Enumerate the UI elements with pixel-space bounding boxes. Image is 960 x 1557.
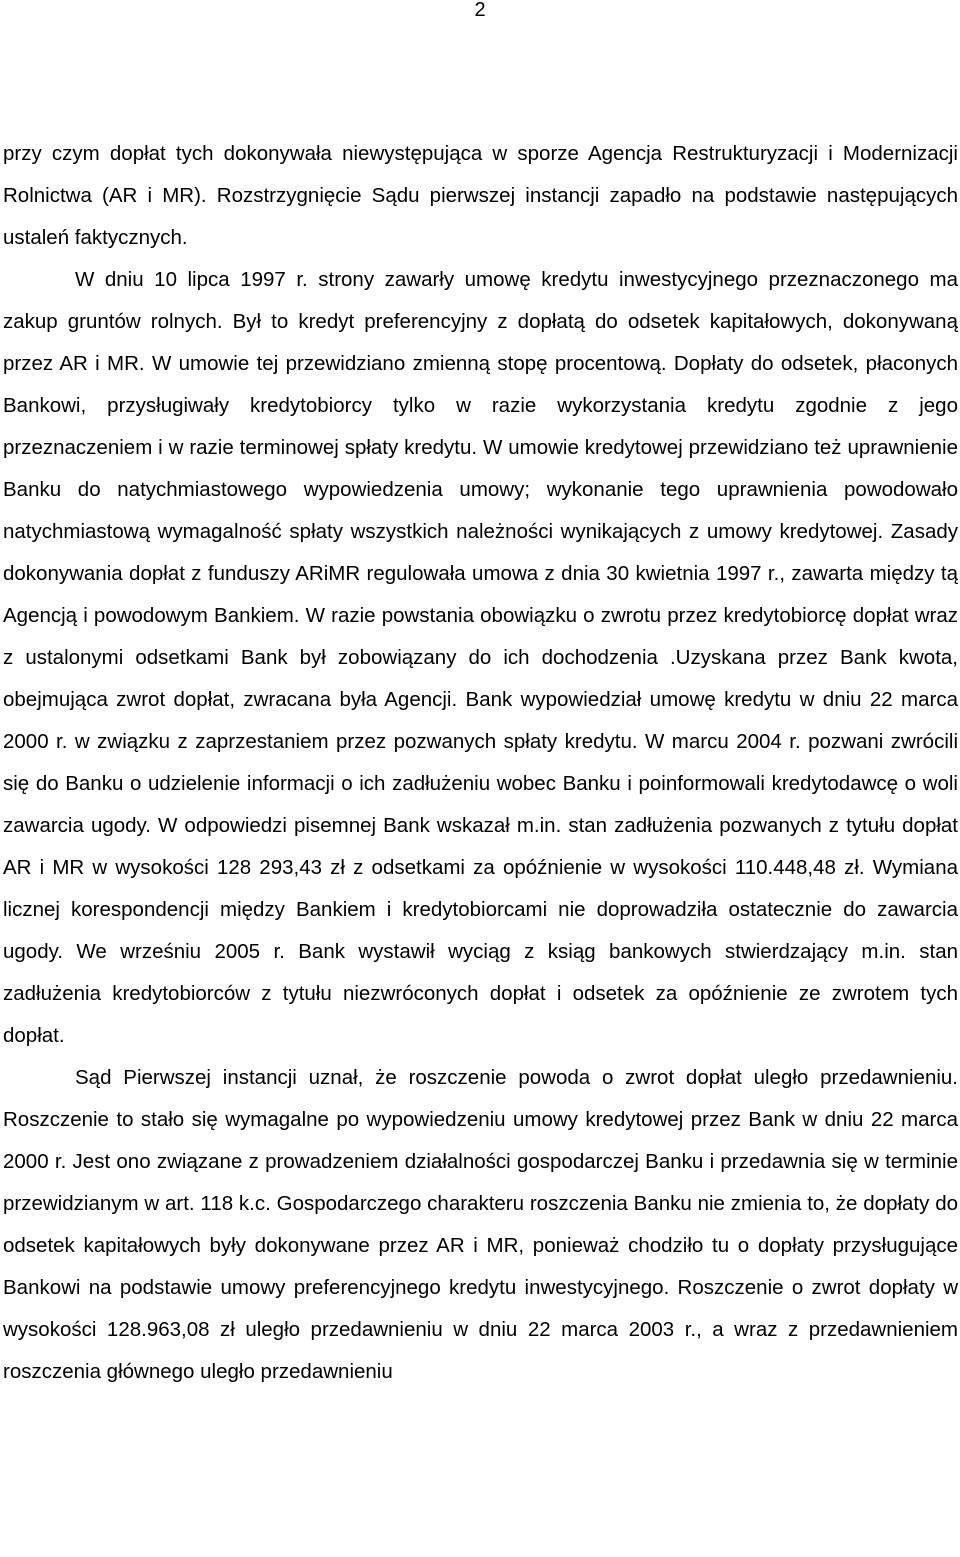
page-number: 2 <box>474 0 486 21</box>
paragraph-facts: W dniu 10 lipca 1997 r. strony zawarły umowę kredytu inwestycyjnego przeznaczonego ma zakup gruntów rolnych. Był to kredyt preferencyjny z dopłatą do odsetek kapitałowych, dokonywaną przez AR i MR. W umowie tej przewidziano zmienną stopę procentową. Dopłaty do odsetek, płaconych Bankowi, przysługiwały kredytobiorcy tylko w razie wykorzystania kredytu zgodnie z jego przeznaczeniem i w razie terminowej spłaty kredytu. W umowie kredytowej przewidziano też uprawnienie Banku do natychmiastowego wypowiedzenia umowy; wykonanie tego uprawnienia powodowało natychmiastową wymagalność spłaty wszystkich należności wynikających z umowy kredytowej. Zasady dokonywania dopłat z funduszy ARiMR regulowała umowa z dnia 30 kwietnia 1997 r., zawarta między tą Agencją i powodowym Bankiem. W razie powstania obowiązku o zwrotu przez kredytobiorcę dopłat wraz z ustalonymi odsetkami Bank był zobowiązany do ich dochodzenia .Uzyskana przez Bank kwota, obejmująca zwrot dopłat, zwracana była Agencji. Bank wypowiedział umowę kredytu w dniu 22 marca 2000 r. w związku z zaprzestaniem przez pozwanych spłaty kredytu. W marcu 2004 r. pozwani zwrócili się do Banku o udzielenie informacji o ich zadłużeniu wobec Banku i poinformowali kredytodawcę o woli zawarcia ugody. W odpowiedzi pisemnej Bank wskazał m.in. stan zadłużenia pozwanych z tytułu dopłat AR i MR w wysokości 128 293,43 zł z odsetkami za opóźnienie w wysokości 110.448,48 zł. Wymiana licznej korespondencji między Bankiem i kredytobiorcami nie doprowadziła ostatecznie do zawarcia ugody. We wrześniu 2005 r. Bank wystawił wyciąg z ksiąg bankowych stwierdzający m.in. stan zadłużenia kredytobiorców z tytułu niezwróconych dopłat i odsetek za opóźnienie ze zwrotem tych dopłat. <box>3 268 958 1047</box>
paragraph-court-ruling: Sąd Pierwszej instancji uznał, że roszczenie powoda o zwrot dopłat uległo przedawnieniu. Roszczenie to stało się wymagalne po wypowiedzeniu umowy kredytowej przez Bank w dniu 22 marca 2000 r. Jest ono związane z prowadzeniem działalności gospodarczej Banku i przedawnia się w terminie przewidzianym w art. 118 k.c. Gospodarczego charakteru roszczenia Banku nie zmienia to, że dopłaty do odsetek kapitałowych były dokonywane przez AR i MR, ponieważ chodziło tu o dopłaty przysługujące Bankowi na podstawie umowy preferencyjnego kredytu inwestycyjnego. Roszczenie o zwrot dopłaty w wysokości 128.963,08 zł uległo przedawnieniu w dniu 22 marca 2003 r., a wraz z przedawnieniem roszczenia głównego uległo przedawnieniu <box>3 1066 958 1383</box>
paragraph-continuation: przy czym dopłat tych dokonywała niewystępująca w sporze Agencja Restrukturyzacji i Modernizacji Rolnictwa (AR i MR). Rozstrzygnięcie Sądu pierwszej instancji zapadło na podstawie następujących ustaleń faktycznych. <box>3 142 958 249</box>
document-body <box>3 133 958 1393</box>
